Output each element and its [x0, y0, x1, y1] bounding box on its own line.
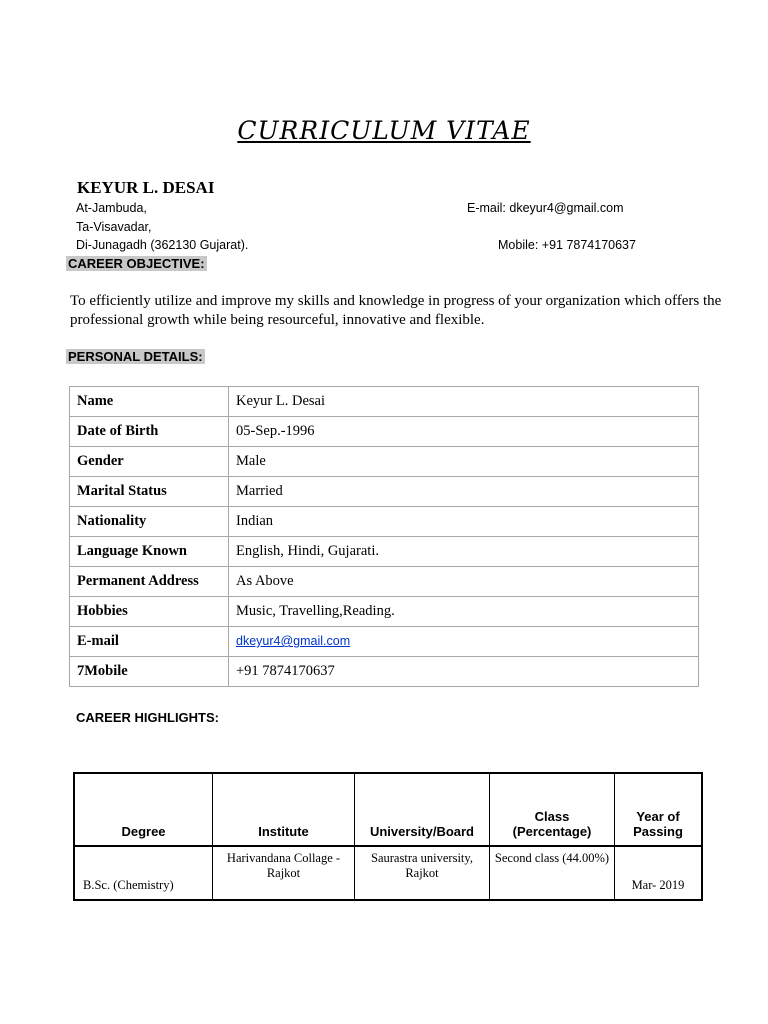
row-value: As Above	[229, 567, 699, 597]
address-line-3: Di-Junagadh (362130 Gujarat).	[76, 238, 249, 252]
row-label: Hobbies	[70, 597, 229, 627]
table-row	[70, 477, 699, 507]
table-row	[74, 846, 702, 900]
personal-details-table	[69, 386, 699, 687]
row-value: Married	[229, 477, 699, 507]
cell-institute: Harivandana Collage - Rajkot	[213, 846, 355, 900]
table-row	[70, 537, 699, 567]
document-title: CURRICULUM VITAE	[237, 116, 531, 145]
row-value	[229, 627, 699, 657]
personal-details-heading: PERSONAL DETAILS:	[68, 349, 203, 364]
table-row	[70, 627, 699, 657]
table-row	[70, 507, 699, 537]
row-value: Keyur L. Desai	[229, 387, 699, 417]
header-mobile: Mobile: +91 7874170637	[498, 238, 636, 252]
row-label: Date of Birth	[70, 417, 229, 447]
row-label: Permanent Address	[70, 567, 229, 597]
column-header-class: Class (Percentage)	[490, 773, 615, 846]
row-label: Gender	[70, 447, 229, 477]
row-label: Language Known	[70, 537, 229, 567]
row-value: Indian	[229, 507, 699, 537]
row-label: 7Mobile	[70, 657, 229, 687]
row-value: 05-Sep.-1996	[229, 417, 699, 447]
column-header-year: Year of Passing	[615, 773, 703, 846]
email-link[interactable]: dkeyur4@gmail.com	[236, 634, 351, 648]
row-label: E-mail	[70, 627, 229, 657]
career-highlights-table	[73, 772, 703, 901]
row-label: Nationality	[70, 507, 229, 537]
row-value: English, Hindi, Gujarati.	[229, 537, 699, 567]
cell-year: Mar- 2019	[615, 846, 703, 900]
cell-university: Saurastra university, Rajkot	[355, 846, 490, 900]
row-label: Marital Status	[70, 477, 229, 507]
career-objective-text: To efficiently utilize and improve my skills and knowledge in progress of your organization which offers the professional growth while being resourceful, innovative and flexible.	[70, 293, 722, 328]
row-label: Name	[70, 387, 229, 417]
table-row	[70, 597, 699, 627]
table-row	[70, 447, 699, 477]
table-row	[70, 417, 699, 447]
career-highlights-heading: CAREER HIGHLIGHTS:	[76, 710, 219, 725]
row-value: Music, Travelling,Reading.	[229, 597, 699, 627]
table-row	[70, 567, 699, 597]
row-value: +91 7874170637	[229, 657, 699, 687]
column-header-university: University/Board	[355, 773, 490, 846]
cell-degree: B.Sc. (Chemistry)	[74, 846, 213, 900]
table-row	[70, 657, 699, 687]
cell-class: Second class (44.00%)	[490, 846, 615, 900]
header-email: E-mail: dkeyur4@gmail.com	[467, 201, 624, 215]
career-objective-heading: CAREER OBJECTIVE:	[68, 256, 205, 271]
candidate-name: KEYUR L. DESAI	[77, 178, 215, 197]
row-value: Male	[229, 447, 699, 477]
table-header-row	[74, 773, 702, 846]
address-line-2: Ta-Visavadar,	[76, 220, 152, 234]
table-row	[70, 387, 699, 417]
address-line-1: At-Jambuda,	[76, 201, 147, 215]
column-header-institute: Institute	[213, 773, 355, 846]
column-header-degree: Degree	[74, 773, 213, 846]
